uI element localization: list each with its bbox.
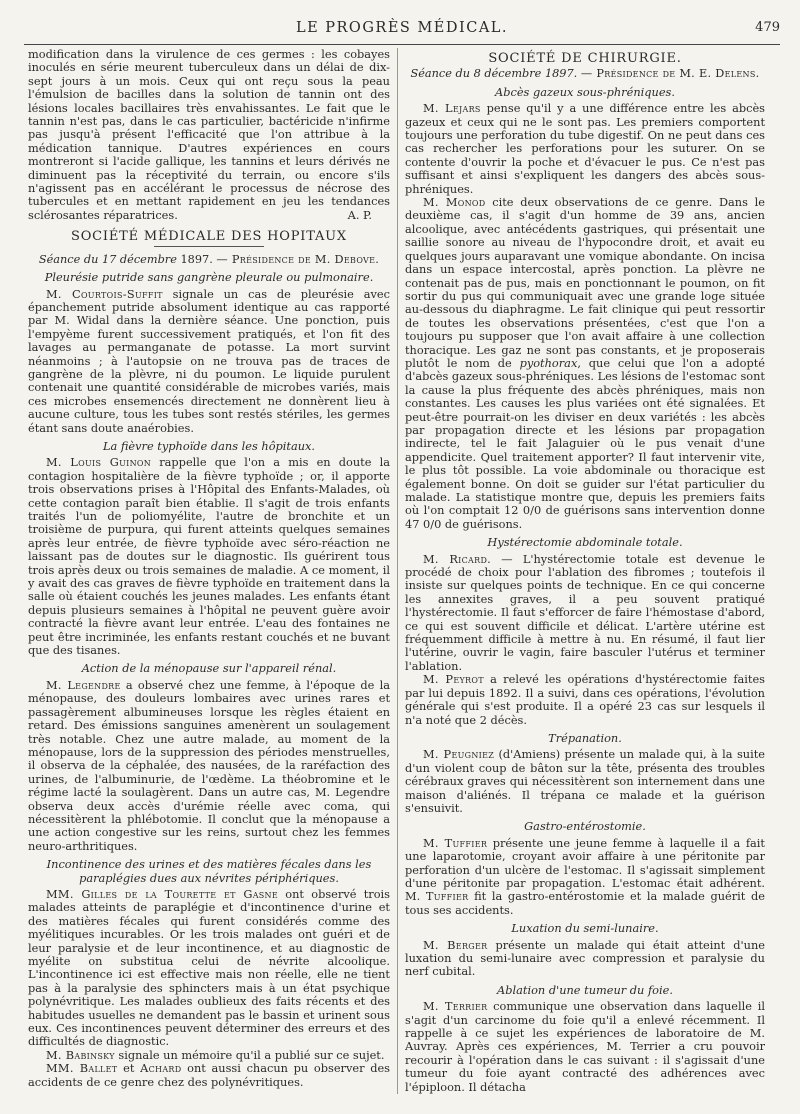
section-title: La fièvre typhoïde dans les hôpitaux. [102, 438, 316, 453]
speaker-name: M. Legendre [46, 677, 121, 692]
section-title: Trépanation. [548, 730, 622, 745]
term: pyothorax [519, 355, 578, 370]
paragraph [28, 679, 390, 853]
paragraph [405, 102, 765, 196]
section-title: Action de la ménopause sur l'appareil rénal. [81, 661, 337, 676]
speaker-name: M. Berger [423, 937, 488, 952]
paragraph-text: ont observé trois malades atteints de paraplégie et d'incontinence d'urine et des matières fécales qui furent considérés comme des myélitiques incurables. Or les trois malades ont guéri et de leur paralysie et de leur incontinence, et au diagnostic de myélite on substitua celui de névrite alcoolique. L'incontinence ici est effective mais non réelle, elle ne tient pas à la paralysie des sphincters mais à un état psychique polynévritique. Les malades oublieux des faits récents et des habitudes usuelles ne demandent pas le bassin et urinent sous eux. Ces incontinences peuvent déterminer des erreurs et des difficultés de diagnostic. [28, 886, 390, 1049]
paragraph-text: — L'hystérectomie totale est devenue le procédé de choix pour l'ablation des fibromes ; toutefois il insiste sur quelques points de technique. En ce qui concerne les annexites graves, il a peu souvent pratiqué l'hystérectomie. Il faut s'efforcer de faire l'hémostase d'abord, ce qui est souvent difficile et délicat. L'artère utérine est fréquemment difficile à mettre à nu. En résumé, il faut lier l'utérine, ouvrir le vagin, faire basculer l'utérus et terminer l'ablation. [405, 551, 765, 673]
paragraph-text: et [117, 1061, 141, 1076]
section-title: Luxation du semi-lunaire. [511, 921, 659, 936]
paragraph-text: présente une jeune femme à laquelle il a fait une laparotomie, croyant avoir affaire à une péritonite par perforation d'un ulcère de l'estomac. Il s'agissait simplement d'une péritonite par propagation. L'estomac était adhérent. M. [405, 835, 765, 904]
paragraph-text: signale un mémoire qu'il a publié sur ce sujet. [114, 1047, 385, 1062]
session-date: Séance du 8 décembre [410, 67, 542, 81]
section-title: Hystérectomie abdominale totale. [487, 535, 683, 550]
session-year: 1897. [180, 252, 213, 266]
paragraph [405, 196, 765, 531]
section-title: Gastro-entérostomie. [524, 819, 646, 834]
paragraph [28, 288, 390, 435]
section-title: Incontinence des urines et des matières fécales dans les paraplégies dues aux névrites périphériques. [46, 857, 372, 885]
paragraph [28, 456, 390, 657]
paragraph [405, 837, 765, 917]
speaker-name: Achard [140, 1061, 182, 1076]
paragraph [405, 748, 765, 815]
paragraph [28, 888, 390, 1049]
journal-title: LE PROGRÈS MÉDICAL. [295, 20, 509, 36]
column-divider [397, 48, 398, 1094]
session-presidency: — Présidence de M. Debove. [216, 252, 380, 266]
paragraph-text: signale un cas de pleurésie avec épanchement putride absolument identique au cas rapporté par M. Widal dans la dernière séance. Une ponction, puis l'empyème furent successivement pratiqués, et l'on fit des lavages au permanganate de potasse. La mort survint néanmoins ; à l'autopsie on ne trouva pas de traces de gangrène de la plèvre, ni du poumon. Le liquide purulent contenait une quantité considérable de microbes variés, mais ces microbes ensemencés directement ne donnèrent lieu à aucune culture, tous les tubes sont restés stériles, les germes étant sans doute anaérobies. [28, 286, 390, 435]
running-header [24, 20, 780, 45]
paragraph [405, 673, 765, 727]
paragraph-text: ont aussi chacun pu observer des accidents de ce genre chez des polynévritiques. [28, 1061, 390, 1089]
section-title: Pleurésie putride sans gangrène pleurale ou pulmonaire. [44, 270, 374, 285]
paragraph-text: communique une observation dans laquelle il s'agit d'un carcinome du foie qu'il a enlevé récemment. Il rappelle à ce sujet les expériences de laboratoire de M. Auvray. Après ces expériences, M. Terrier a cru pouvoir recourir à l'opération dans le cas suivant : il s'agissait d'une tumeur du foie ayant contracté des adhérences avec l'épiploon. Il détacha [405, 999, 765, 1094]
section-title: Abcès gazeux sous-phréniques. [495, 84, 675, 99]
paragraph [405, 1000, 765, 1094]
left-column [28, 48, 390, 1114]
speaker-name: M. Courtois-Suffit [46, 286, 163, 301]
society-heading: SOCIÉTÉ DE CHIRURGIE. [488, 51, 682, 66]
speaker-name: M. Tuffier [423, 835, 488, 850]
right-column [405, 48, 765, 1114]
paragraph [405, 553, 765, 674]
speaker-name: M. Peugniez [423, 747, 495, 762]
paragraph-text: présente un malade qui était atteint d'une luxation du semi-lunaire avec compression et paralysie du nerf cubital. [405, 937, 765, 979]
paragraph-text: rappelle que l'on a mis en doute la contagion hospitalière de la fièvre typhoïde ; or, il apporte trois observations prises à l'Hôpital des Enfants-Malades, où cette contagion paraît bien établie. Il s'agit de trois enfants traités l'un de poliomyélite, l'autre de bronchite et un troisième de purpura, qui furent atteints quelques semaines après leur entrée, de fièvre typhoïde avec séro-réaction ne laissant pas de doutes sur le diagnostic. Ils guérirent tous trois après deux ou trois semaines de maladie. A ce moment, il y avait des cas graves de fièvre typhoïde en traitement dans la salle où étaient couchés les jeunes malades. Les enfants étant depuis plusieurs semaines à l'hôpital ne peuvent guère avoir contracté la fièvre avant leur entrée. L'eau des fontaines ne peut être incriminée, les enfants restant couchés et ne buvant que des tisanes. [28, 455, 390, 658]
paragraph-text: , que celui que l'on a adopté d'abcès gazeux sous-phréniques. Les lésions de l'estomac sont la cause la plus fréquente des abcès phréniques, mais non constantes. Les causes les plus variées ont été signalées. Et peut-être pourrait-on les diviser en deux variétés : les abcès par propagation directe et les lésions par propagation indirecte, tel le fait Jalaguier où le pus venait d'une appendicite. Quel traitement apporter? Il faut intervenir vite, le plus tôt possible. La voie abdominale ou thoracique est également bonne. On doit se guider sur l'état particulier du malade. La statistique montre que, depuis les premiers faits où l'on comptait 12 0/0 de guérisons sans intervention donne 47 0/0 de guérisons. [405, 355, 765, 531]
speaker-name: M. Louis Guinon [46, 455, 152, 470]
speaker-name: M. Ricard. [423, 551, 492, 566]
paragraph [28, 1049, 390, 1062]
speaker-name: M. Peyrot [423, 672, 484, 687]
session-presidency: — Présidence de M. E. Delens. [580, 67, 760, 81]
society-heading: SOCIÉTÉ MÉDICALE DES HOPITAUX [71, 229, 347, 245]
session-date: Séance du 17 décembre [38, 252, 177, 266]
paragraph-text: fit la gastro-entérostomie et la malade guérit de tous ses accidents. [405, 889, 765, 917]
paragraph [405, 939, 765, 979]
speaker-name: MM. Gilles de la Tourette et Gasne [46, 886, 278, 901]
speaker-name: M. Monod [423, 195, 486, 210]
heading-rule [154, 246, 264, 247]
paragraph-text: a observé chez une femme, à l'époque de la ménopause, des douleurs lombaires avec urines rares et passagèrement albumineuses lorsque les règles étaient en retard. Des émissions sanguines amenèrent un soulagement très notable. Chez une autre malade, au moment de la ménopause, lors de la suppression des périodes menstruelles, il observa de la céphalée, des nausées, de la raréfaction des urines, de l'albuminurie, de l'œdème. La théobromine et le régime lacté la soulagèrent. Dans un autre cas, M. Legendre observa deux accès d'urémie réelle avec coma, qui nécessitèrent la phlébotomie. Il conclut que la ménopause a une action congestive sur les reins, surtout chez les femmes neuro-arthritiques. [28, 677, 390, 853]
paragraph-text: pense qu'il y a une différence entre les abcès gazeux et ceux qui ne le sont pas. Les premiers comportent toujours une perforation du tube digestif. On ne peut dans ces cas rechercher les perforations pour les suturer. On se contente d'ouvrir la poche et d'évacuer le pus. Ce n'est pas suffisant et ainsi s'expliquent les dangers des abcès sous-phréniques. [405, 101, 765, 196]
paragraph-text: (d'Amiens) présente un malade qui, à la suite d'un violent coup de bâton sur la tête, présenta des troubles cérébraux graves qui nécessitèrent son internement dans une maison d'aliénés. Il trépana ce malade et la guérison s'ensuivit. [405, 747, 765, 815]
speaker-name: M. Terrier [423, 999, 488, 1014]
section-title: Ablation d'une tumeur du foie. [497, 982, 673, 997]
session-line [28, 253, 390, 266]
session-year: 1897. [544, 67, 578, 81]
page-number: 479 [755, 20, 780, 35]
paragraph [28, 1062, 390, 1089]
paragraph [28, 48, 390, 222]
author-signature: A. P. [347, 207, 372, 222]
speaker-name: M. Babinsky [46, 1047, 115, 1062]
paragraph-text: cite deux observations de ce genre. Dans le deuxième cas, il s'agit d'un homme de 39 ans, ancien alcoolique, avec antécédents gastriques, qui présentait une saillie sonore au niveau de l'hypocondre droit, et avait eu quelques jours auparavant une vomique abondante. On incisa dans un espace intercostal, après ponction. La plèvre ne contenait pas de pus, mais en ponctionnant le poumon, on fit sortir du pus qui communiquait avec une grande loge située au-dessous du diaphragme. Le fait clinique qui peut ressortir de toutes les observations présentées, c'est que l'on a toujours pu supposer que l'on avait affaire à une collection thoracique. Les gaz ne sont pas constants, et je proposerais plutôt le nom de [405, 195, 765, 370]
speaker-name: Tuffier [425, 889, 469, 904]
paragraph-text: a relevé les opérations d'hystérectomie faites par lui depuis 1892. Il a suivi, dans ces opérations, l'évolution générale qui s'est produite. Il a opéré 23 cas sur lesquels il n'a noté que 2 décès. [405, 672, 765, 727]
speaker-name: MM. Ballet [46, 1061, 118, 1076]
session-line [405, 67, 765, 80]
paragraph-text: modification dans la virulence de ces germes : les cobayes inoculés en série meurent tuberculeux dans un délai de dix-sept jours à un mois. Ceux qui ont reçu sous la peau l'émulsion de bacilles dans la solution de tannin ont des lésions locales bacillaires très envahissantes. Le fait que le tannin n'est pas, dans le cas particulier, bactéricide n'infirme pas jusqu'à présent l'efficacité que l'on attribue à la médication tannique. D'autres expériences en cours montreront si l'acide gallique, les tannins et leurs dérivés ne diminuent pas la réceptivité du terrain, ou encore s'ils n'agissent pas en accélérant le processus de nécrose des tubercules et en mettant rapidement en jeu les tendances sclérosantes réparatrices. [28, 48, 390, 222]
speaker-name: M. Lejars [423, 101, 481, 116]
